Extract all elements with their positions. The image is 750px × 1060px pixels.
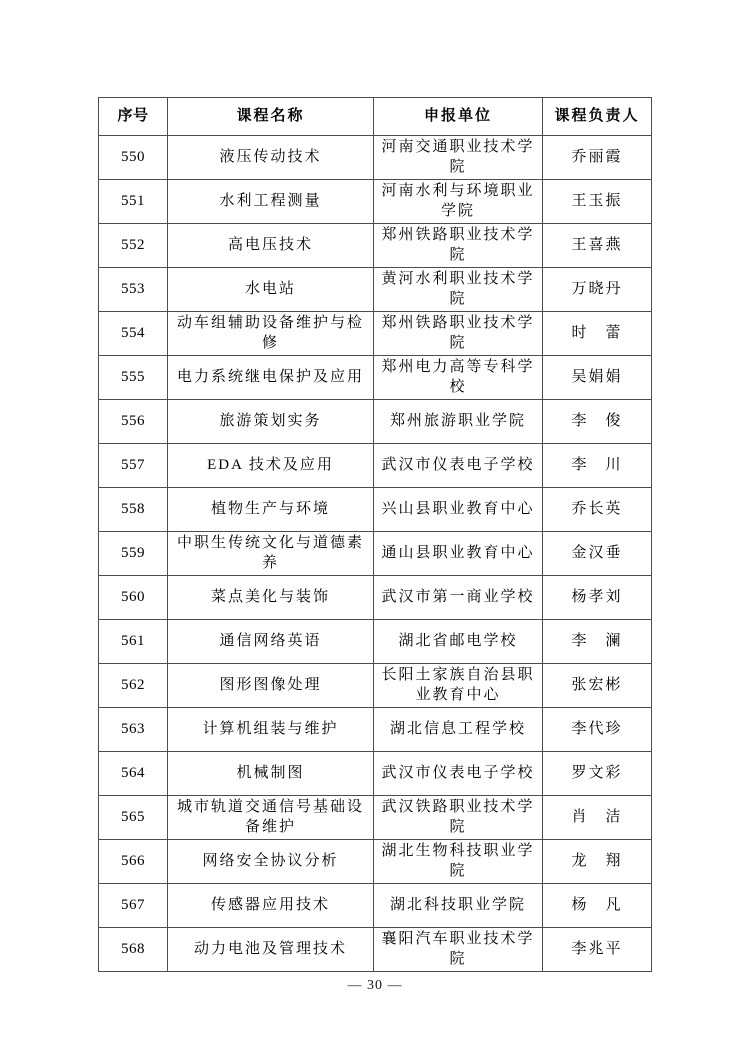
serial-number-cell: 568 bbox=[99, 928, 168, 972]
course-leader-cell: 李 川 bbox=[543, 444, 652, 488]
serial-number-cell: 564 bbox=[99, 752, 168, 796]
table-row bbox=[99, 796, 652, 840]
course-name-cell: 网络安全协议分析 bbox=[168, 840, 374, 884]
serial-number-cell: 553 bbox=[99, 268, 168, 312]
course-leader-cell: 杨孝刘 bbox=[543, 576, 652, 620]
serial-number-cell: 551 bbox=[99, 180, 168, 224]
course-leader-cell: 乔丽霞 bbox=[543, 136, 652, 180]
serial-number-cell: 562 bbox=[99, 664, 168, 708]
course-name-cell: 计算机组装与维护 bbox=[168, 708, 374, 752]
serial-number-cell: 559 bbox=[99, 532, 168, 576]
table-row bbox=[99, 356, 652, 400]
course-leader-cell: 罗文彩 bbox=[543, 752, 652, 796]
course-name-cell: 水电站 bbox=[168, 268, 374, 312]
table-row bbox=[99, 312, 652, 356]
course-name-cell: 菜点美化与装饰 bbox=[168, 576, 374, 620]
course-name-cell: 传感器应用技术 bbox=[168, 884, 374, 928]
course-name-cell: 中职生传统文化与道德素养 bbox=[168, 532, 374, 576]
table-row bbox=[99, 532, 652, 576]
course-name-cell: 通信网络英语 bbox=[168, 620, 374, 664]
course-leader-cell: 乔长英 bbox=[543, 488, 652, 532]
table-row bbox=[99, 180, 652, 224]
applying-unit-cell: 郑州铁路职业技术学院 bbox=[374, 224, 543, 268]
course-leader-cell: 万晓丹 bbox=[543, 268, 652, 312]
serial-number-cell: 567 bbox=[99, 884, 168, 928]
course-leader-cell: 金汉垂 bbox=[543, 532, 652, 576]
serial-number-cell: 565 bbox=[99, 796, 168, 840]
course-leader-cell: 张宏彬 bbox=[543, 664, 652, 708]
header-serial-number: 序号 bbox=[99, 98, 168, 136]
table-row bbox=[99, 928, 652, 972]
course-name-cell: 旅游策划实务 bbox=[168, 400, 374, 444]
applying-unit-cell: 湖北信息工程学校 bbox=[374, 708, 543, 752]
applying-unit-cell: 湖北省邮电学校 bbox=[374, 620, 543, 664]
table-row bbox=[99, 840, 652, 884]
table-row bbox=[99, 488, 652, 532]
course-leader-cell: 王玉振 bbox=[543, 180, 652, 224]
course-name-cell: 电力系统继电保护及应用 bbox=[168, 356, 374, 400]
applying-unit-cell: 武汉铁路职业技术学院 bbox=[374, 796, 543, 840]
course-leader-cell: 龙 翔 bbox=[543, 840, 652, 884]
table-row bbox=[99, 620, 652, 664]
course-leader-cell: 时 蕾 bbox=[543, 312, 652, 356]
applying-unit-cell: 湖北生物科技职业学院 bbox=[374, 840, 543, 884]
serial-number-cell: 555 bbox=[99, 356, 168, 400]
table-row bbox=[99, 576, 652, 620]
course-leader-cell: 李代珍 bbox=[543, 708, 652, 752]
course-leader-cell: 杨 凡 bbox=[543, 884, 652, 928]
serial-number-cell: 550 bbox=[99, 136, 168, 180]
course-name-cell: EDA 技术及应用 bbox=[168, 444, 374, 488]
course-leader-cell: 王喜燕 bbox=[543, 224, 652, 268]
applying-unit-cell: 兴山县职业教育中心 bbox=[374, 488, 543, 532]
table-row bbox=[99, 400, 652, 444]
page-number: — 30 — bbox=[347, 978, 403, 993]
table-header-row bbox=[99, 98, 652, 136]
course-name-cell: 高电压技术 bbox=[168, 224, 374, 268]
applying-unit-cell: 武汉市仪表电子学校 bbox=[374, 444, 543, 488]
applying-unit-cell: 河南交通职业技术学院 bbox=[374, 136, 543, 180]
serial-number-cell: 561 bbox=[99, 620, 168, 664]
course-leader-cell: 李 俊 bbox=[543, 400, 652, 444]
course-leader-cell: 李兆平 bbox=[543, 928, 652, 972]
table-row bbox=[99, 444, 652, 488]
table-row bbox=[99, 752, 652, 796]
course-leader-cell: 李 澜 bbox=[543, 620, 652, 664]
applying-unit-cell: 郑州电力高等专科学校 bbox=[374, 356, 543, 400]
serial-number-cell: 554 bbox=[99, 312, 168, 356]
applying-unit-cell: 长阳土家族自治县职业教育中心 bbox=[374, 664, 543, 708]
table-row bbox=[99, 708, 652, 752]
table-row bbox=[99, 884, 652, 928]
applying-unit-cell: 郑州旅游职业学院 bbox=[374, 400, 543, 444]
header-course-name: 课程名称 bbox=[168, 98, 374, 136]
serial-number-cell: 556 bbox=[99, 400, 168, 444]
course-name-cell: 水利工程测量 bbox=[168, 180, 374, 224]
course-leader-cell: 吴娟娟 bbox=[543, 356, 652, 400]
course-name-cell: 图形图像处理 bbox=[168, 664, 374, 708]
serial-number-cell: 563 bbox=[99, 708, 168, 752]
table-row bbox=[99, 268, 652, 312]
course-table bbox=[98, 97, 652, 972]
serial-number-cell: 558 bbox=[99, 488, 168, 532]
course-name-cell: 液压传动技术 bbox=[168, 136, 374, 180]
applying-unit-cell: 黄河水利职业技术学院 bbox=[374, 268, 543, 312]
course-name-cell: 动车组辅助设备维护与检修 bbox=[168, 312, 374, 356]
serial-number-cell: 566 bbox=[99, 840, 168, 884]
applying-unit-cell: 襄阳汽车职业技术学院 bbox=[374, 928, 543, 972]
applying-unit-cell: 湖北科技职业学院 bbox=[374, 884, 543, 928]
serial-number-cell: 560 bbox=[99, 576, 168, 620]
applying-unit-cell: 武汉市仪表电子学校 bbox=[374, 752, 543, 796]
applying-unit-cell: 河南水利与环境职业学院 bbox=[374, 180, 543, 224]
course-name-cell: 动力电池及管理技术 bbox=[168, 928, 374, 972]
serial-number-cell: 552 bbox=[99, 224, 168, 268]
course-name-cell: 城市轨道交通信号基础设备维护 bbox=[168, 796, 374, 840]
course-name-cell: 机械制图 bbox=[168, 752, 374, 796]
applying-unit-cell: 通山县职业教育中心 bbox=[374, 532, 543, 576]
table-row bbox=[99, 664, 652, 708]
header-applying-unit: 申报单位 bbox=[374, 98, 543, 136]
serial-number-cell: 557 bbox=[99, 444, 168, 488]
applying-unit-cell: 郑州铁路职业技术学院 bbox=[374, 312, 543, 356]
course-name-cell: 植物生产与环境 bbox=[168, 488, 374, 532]
applying-unit-cell: 武汉市第一商业学校 bbox=[374, 576, 543, 620]
table-row bbox=[99, 224, 652, 268]
course-leader-cell: 肖 洁 bbox=[543, 796, 652, 840]
table-row bbox=[99, 136, 652, 180]
header-course-leader: 课程负责人 bbox=[543, 98, 652, 136]
